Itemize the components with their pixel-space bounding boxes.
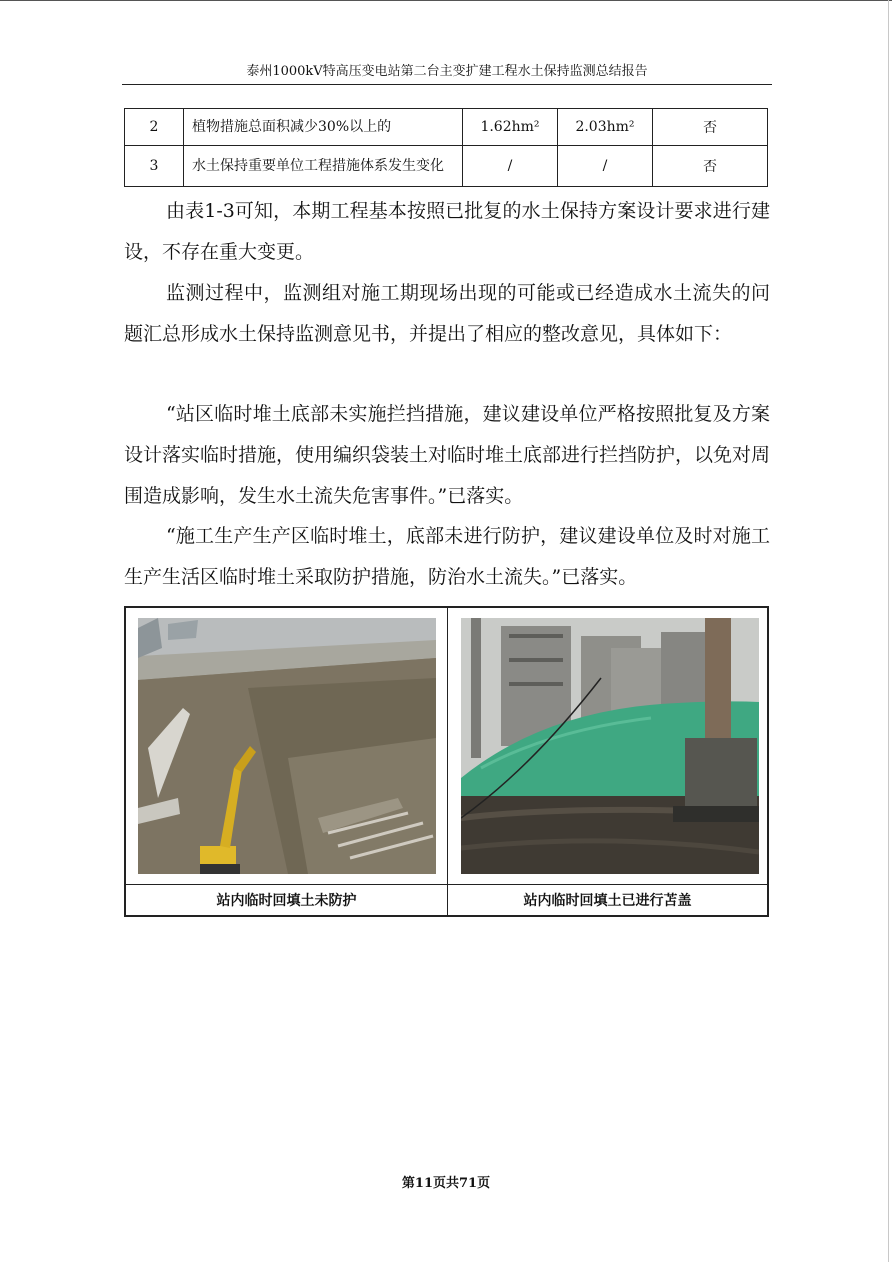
- row-result: 否: [653, 109, 768, 146]
- photo-divider: [447, 608, 448, 917]
- paragraph-quote-1: “站区临时堆土底部未实施拦挡措施，建议建设单位严格按照批复及方案设计落实临时措施，使用编织袋装土对临时堆土底部进行拦挡防护，以免对周围造成影响，发生水土流失危害事件。”已落实。: [124, 403, 771, 507]
- paragraph-monitoring: 监测过程中，监测组对施工期现场出现的可能或已经造成水土流失的问题汇总形成水土保持监测意见书，并提出了相应的整改意见，具体如下：: [124, 282, 770, 345]
- photo-caption-right: 站内临时回填土已进行苫盖: [523, 893, 692, 909]
- table-row: [125, 109, 768, 146]
- row-value-2: 2.03hm²: [558, 109, 653, 146]
- page-header: 泰州1000kV特高压变电站第二台主变扩建工程水土保持监测总结报告: [122, 62, 772, 85]
- page-number: 第11页共71页: [401, 1176, 491, 1191]
- row-item: 植物措施总面积减少30%以上的: [184, 109, 463, 146]
- photo-table: [124, 606, 769, 917]
- row-value-1: /: [463, 146, 558, 187]
- row-item: 水土保持重要单位工程措施体系发生变化: [184, 146, 463, 187]
- table-row: [125, 146, 768, 187]
- row-value-1: 1.62hm²: [463, 109, 558, 146]
- criteria-table: [124, 108, 768, 187]
- row-number: 3: [125, 146, 184, 187]
- photo-caption-left: 站内临时回填土未防护: [216, 893, 357, 909]
- paragraph-conclusion: 由表1-3可知，本期工程基本按照已批复的水土保持方案设计要求进行建设，不存在重大变更。: [124, 200, 770, 263]
- paragraph-quote-2: “施工生产生产区临时堆土，底部未进行防护，建议建设单位及时对施工生产生活区临时堆土采取防护措施，防治水土流失。”已落实。: [124, 525, 770, 588]
- row-number: 2: [125, 109, 184, 146]
- photo-unprotected-fill: [138, 618, 436, 874]
- row-value-2: /: [558, 146, 653, 187]
- row-result: 否: [653, 146, 768, 187]
- page-right-edge: [888, 0, 889, 1262]
- photo-covered-fill: [461, 618, 759, 874]
- page-top-border: [0, 0, 892, 1]
